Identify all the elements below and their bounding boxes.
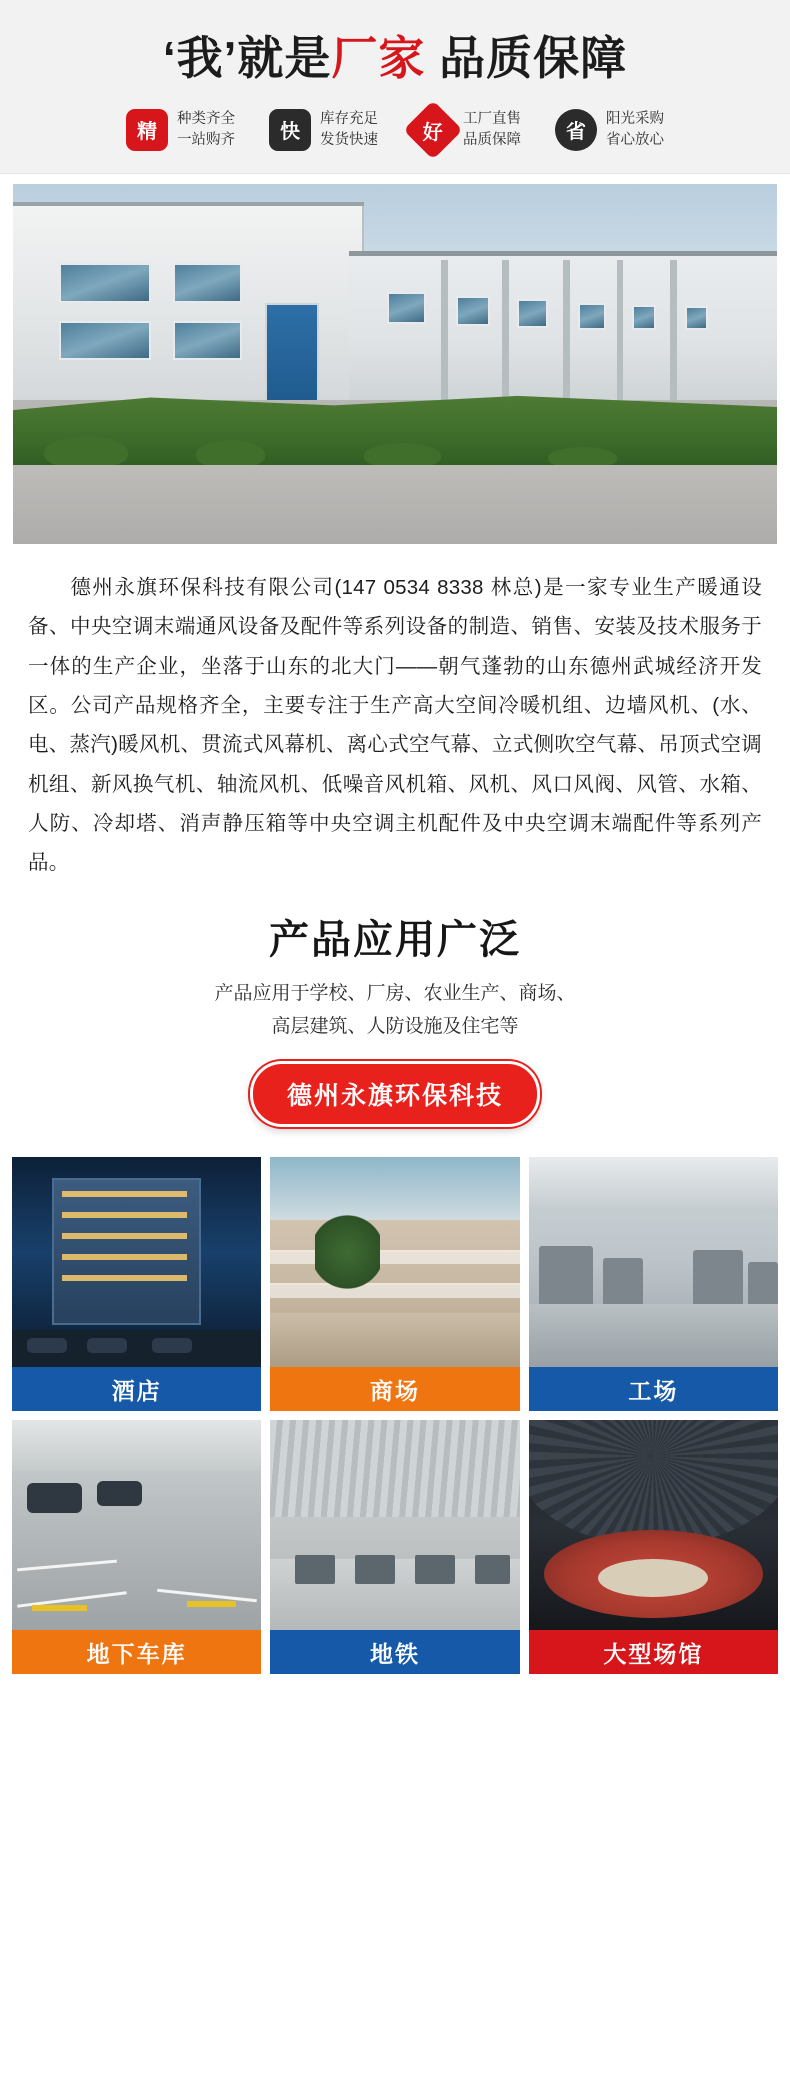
badge-line-1: 工厂直售	[463, 110, 521, 127]
badge-mark-glyph: 好	[423, 121, 443, 144]
mall-photo	[270, 1157, 519, 1367]
pillar	[563, 260, 570, 404]
badge-line-1: 阳光采购	[606, 110, 664, 127]
atrium-roof	[270, 1157, 519, 1220]
gallery-caption-hotel: 酒店	[12, 1367, 261, 1411]
window	[59, 321, 151, 361]
window	[173, 321, 242, 361]
parked-car	[152, 1338, 192, 1353]
window-light	[62, 1233, 187, 1239]
parked-car	[87, 1338, 127, 1353]
headline	[0, 26, 790, 103]
shrub	[44, 436, 128, 468]
pillar	[502, 260, 509, 404]
badge-item-3	[412, 109, 521, 151]
badge-text-1	[177, 109, 235, 151]
gallery-item-mall[interactable]	[270, 1157, 519, 1411]
fare-gate	[415, 1555, 455, 1584]
description-text: 德州永旗环保科技有限公司(147 0534 8338 林总)是一家专业生产暖通设备、中央空调末端通风设备及配件等系列设备的制造、销售、安装及技术服务于一体的生产企业，坐落于山东的北大门——朝气蓬勃的山东德州武城经济开发区。公司产品规格齐全，主要专注于生产高大空间冷暖机组、边墙风机、(水、电、蒸汽)暖风机、贯流式风幕机、离心式空气幕、立式侧吹空气幕、吊顶式空调机组、新风换气机、轴流风机、低噪音风机箱、风机、风口风阀、风管、水箱、人防、冷却塔、消声静压箱等中央空调主机配件及中央空调末端配件等系列产品。	[28, 575, 762, 875]
badge-mark-icon-jing	[126, 109, 168, 151]
gallery-caption-mall: 商场	[270, 1367, 519, 1411]
window	[578, 303, 606, 330]
gallery-item-arena[interactable]	[529, 1420, 778, 1674]
balcony-rail	[270, 1250, 519, 1265]
workshop-roof	[529, 1157, 778, 1212]
pillar	[617, 260, 624, 404]
gallery-caption-metro: 地铁	[270, 1630, 519, 1674]
road-area	[13, 465, 777, 544]
badge-line-2: 一站购齐	[177, 131, 235, 148]
machine	[603, 1258, 643, 1308]
badge-mark-icon-kuai	[269, 109, 311, 151]
arena-dome	[529, 1420, 778, 1546]
badge-line-2: 发货快速	[320, 131, 378, 148]
mall-floor	[270, 1313, 519, 1368]
badge-line-2: 品质保障	[463, 131, 521, 148]
badge-text-2	[320, 109, 378, 151]
pillar	[441, 260, 448, 404]
cta-wrapper	[0, 1043, 790, 1149]
brand-cta-button[interactable]: 德州永旗环保科技	[250, 1061, 540, 1127]
speed-bump	[32, 1605, 87, 1611]
fare-gate	[475, 1555, 510, 1584]
headline-part-2: 厂家	[331, 32, 426, 84]
parked-car	[27, 1483, 82, 1512]
gallery-item-hotel[interactable]	[12, 1157, 261, 1411]
gallery-caption-garage: 地下车库	[12, 1630, 261, 1674]
arena-court	[598, 1559, 708, 1597]
badge-list	[0, 103, 790, 159]
ceiling-slats	[270, 1420, 519, 1517]
workshop-aisle	[529, 1304, 778, 1367]
window	[59, 263, 151, 303]
hotel-photo	[12, 1157, 261, 1367]
window-light	[62, 1254, 187, 1260]
gallery-caption-factory: 工场	[529, 1367, 778, 1411]
gallery-item-garage[interactable]	[12, 1420, 261, 1674]
parked-car	[27, 1338, 67, 1353]
section-subtitle-line-2: 高层建筑、人防设施及住宅等	[271, 1016, 519, 1038]
gallery-caption-arena: 大型场馆	[529, 1630, 778, 1674]
badge-mark-icon-hao	[403, 100, 462, 159]
company-description	[0, 544, 790, 893]
parked-car	[97, 1481, 142, 1506]
section-subtitle	[0, 965, 790, 1044]
application-section	[0, 893, 790, 1150]
headline-part-3: 品质保障	[425, 32, 628, 84]
arena-photo	[529, 1420, 778, 1630]
window-light	[62, 1212, 187, 1218]
balcony-rail	[270, 1283, 519, 1298]
badge-item-4	[555, 109, 664, 151]
headline-part-1: ‘我’就是	[162, 32, 332, 84]
badge-mark-icon-sheng	[555, 109, 597, 151]
factory-hero-photo	[13, 184, 777, 544]
window-light	[62, 1191, 187, 1197]
badge-item-1	[126, 109, 235, 151]
badge-mark-glyph: 省	[566, 121, 586, 144]
window	[173, 263, 242, 303]
window	[632, 305, 656, 330]
badge-mark-glyph: 快	[280, 121, 300, 144]
fare-gate	[295, 1555, 335, 1584]
header-banner	[0, 0, 790, 174]
window	[387, 292, 425, 324]
window	[517, 299, 548, 328]
badge-line-1: 种类齐全	[177, 110, 235, 127]
application-gallery	[0, 1149, 790, 1690]
garage-ceiling	[12, 1420, 261, 1470]
gallery-item-metro[interactable]	[270, 1420, 519, 1674]
indoor-plant	[315, 1212, 380, 1292]
badge-item-2	[269, 109, 378, 151]
pillar	[670, 260, 677, 404]
window	[456, 296, 490, 327]
hotel-tower	[52, 1178, 202, 1325]
entrance-door	[265, 303, 318, 404]
badge-line-2: 省心放心	[606, 131, 664, 148]
window-light	[62, 1275, 187, 1281]
badge-text-3	[463, 109, 521, 151]
machine	[693, 1250, 743, 1309]
badge-line-1: 库存充足	[320, 110, 378, 127]
lane-marking	[157, 1588, 256, 1601]
factory-photo	[529, 1157, 778, 1367]
garage-photo	[12, 1420, 261, 1630]
machine	[748, 1262, 778, 1308]
window	[685, 306, 708, 330]
speed-bump	[187, 1601, 237, 1607]
machine	[539, 1246, 594, 1309]
fare-gate	[355, 1555, 395, 1584]
lane-marking	[17, 1560, 117, 1572]
section-title: 产品应用广泛	[269, 917, 521, 962]
badge-mark-glyph: 精	[137, 121, 157, 144]
badge-text-4	[606, 109, 664, 151]
metro-photo	[270, 1420, 519, 1630]
section-subtitle-line-1: 产品应用于学校、厂房、农业生产、商场、	[214, 982, 576, 1004]
gallery-item-factory[interactable]	[529, 1157, 778, 1411]
